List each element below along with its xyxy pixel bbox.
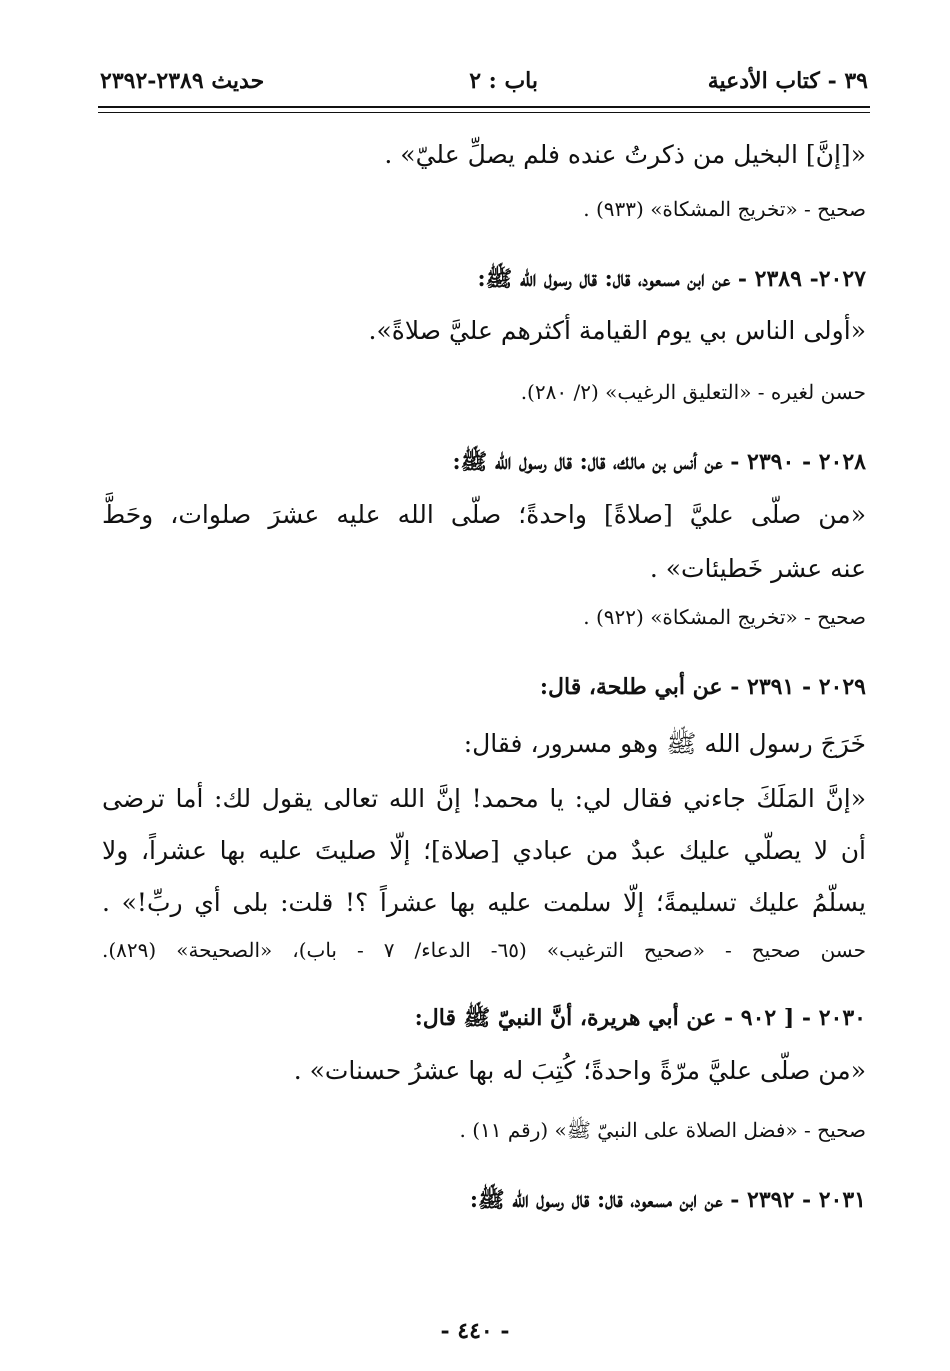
running-header	[100, 60, 868, 100]
text-line: صحيح - «تخريج المشكاة» (٩٢٢) .	[583, 605, 866, 629]
text-line: عنه عشر خَطيئات» .	[649, 554, 866, 583]
text-line: ٢٠٢٩ - ٢٣٩١ - عن أبي طلحة، قال:	[539, 674, 866, 700]
text-line: ٢٠٣٠ - [ ٩٠٢ - عن أبي هريرة، أنَّ النبيّ ﷺ قال:	[414, 1005, 866, 1031]
hadith-range: حديث ٢٣٨٩-٢٣٩٢	[100, 68, 265, 94]
text-line: صحيح - «تخريج المشكاة» (٩٣٣) .	[583, 197, 866, 221]
text-line: خَرَجَ رسول الله ﷺ وهو مسرور، فقال:	[463, 729, 866, 758]
text-line: ٢٠٢٨ - ٢٣٩٠ - عن أنس بن مالك، قال: قال رسول الله ﷺ:	[452, 449, 866, 475]
text-line: حسن لغيره - «التعليق الرغيب» (٢/ ٢٨٠).	[520, 380, 866, 404]
header-rule	[98, 106, 870, 108]
text-line: «من صلّى عليَّ [صلاةً] واحدةً؛ صلّى الله عليه عشرَ صلوات، وحَطَّ	[102, 500, 866, 529]
text-line: ٢٠٢٧- ٢٣٨٩ - عن ابن مسعود، قال: قال رسول الله ﷺ:	[477, 266, 866, 292]
text-line: ٢٠٣١ - ٢٣٩٢ - عن ابن مسعود، قال: قال رسول الله ﷺ:	[469, 1187, 866, 1213]
text-line: حسن صحيح - «صحيح الترغيب» (٦٥- الدعاء/ ٧ - باب)، «الصحيحة» (٨٢٩).	[102, 938, 867, 962]
text-line: «أولى الناس بي يوم القيامة أكثرهم عليَّ صلاةً».	[368, 316, 866, 345]
header-rule-thin	[98, 112, 870, 113]
text-line: «إنَّ المَلَكَ جاءني فقال لي: يا محمد! إنَّ الله تعالى يقول لك: أما ترضى	[102, 784, 866, 813]
page-number: - ٤٤٠ -	[440, 1318, 510, 1344]
text-line: صحيح - «فضل الصلاة على النبيّ ﷺ» (رقم ١١) .	[459, 1118, 866, 1142]
chapter-title: ٣٩ - كتاب الأدعية	[707, 68, 868, 94]
text-line: يسلّمُ عليك تسليمةً؛ إلّا سلمت عليه بها عشراً ؟! قلت: بلى أي ربِّ!» .	[102, 888, 866, 917]
text-line: «[إنَّ] البخيل من ذكرتُ عنده فلم يصلِّ عليّ» .	[384, 140, 866, 169]
text-line: أن لا يصلّي عليك عبدٌ من عبادي [صلاة]؛ إلّا صليتَ عليه بها عشراً، ولا	[102, 836, 866, 865]
section-label: باب : ٢	[469, 68, 538, 94]
text-line: «من صلّى عليَّ مرّةً واحدةً؛ كُتِبَ له بها عشرُ حسنات» .	[293, 1056, 866, 1085]
